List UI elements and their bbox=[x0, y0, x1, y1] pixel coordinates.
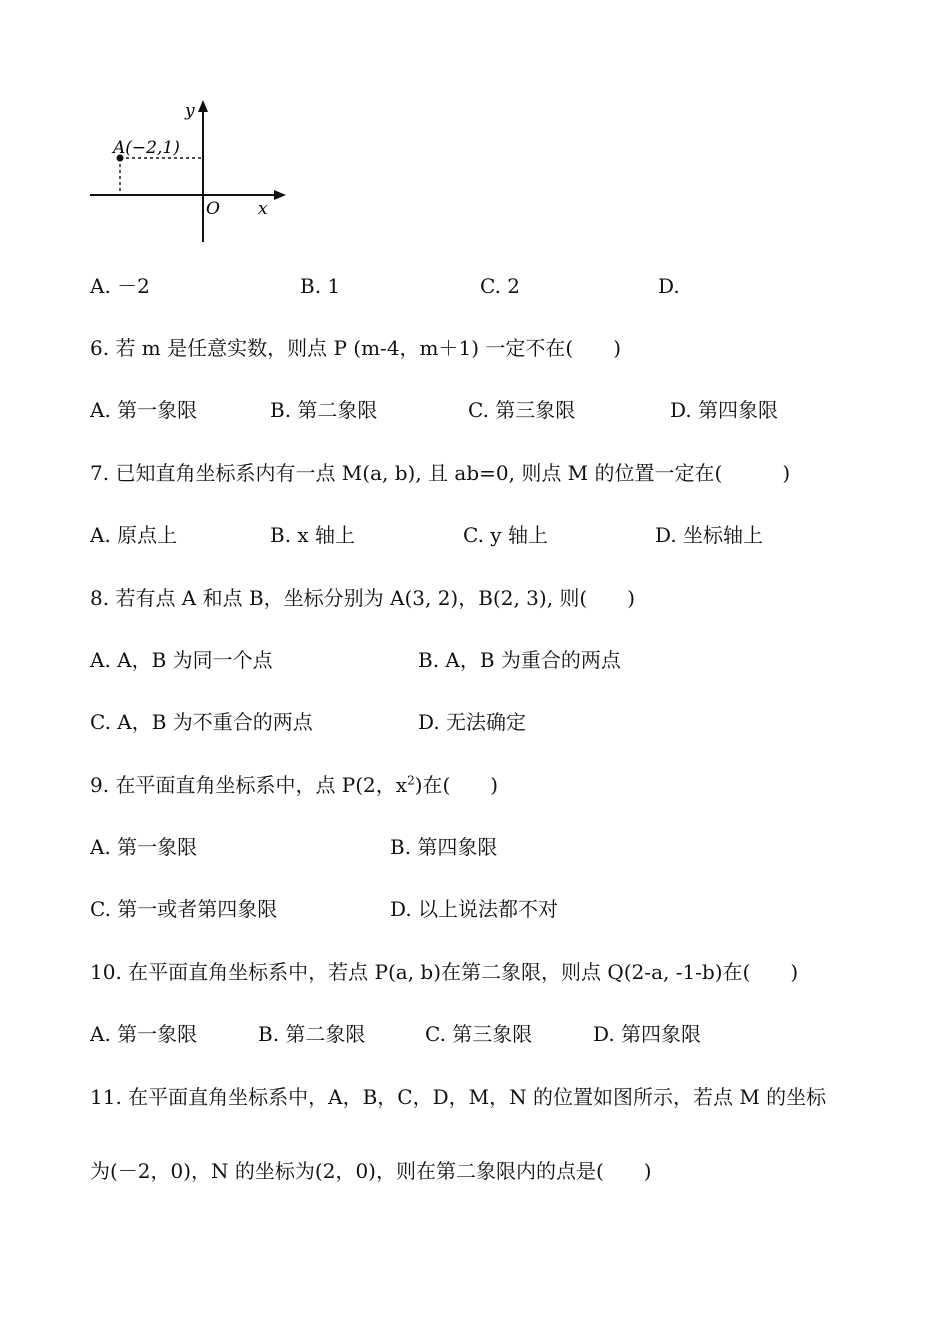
q9-option-b: B. 第四象限 bbox=[390, 835, 498, 859]
point-a-label: A(−2,1) bbox=[113, 138, 180, 158]
coordinate-figure bbox=[80, 92, 300, 252]
y-axis-label: y bbox=[185, 101, 195, 121]
x-axis-label: x bbox=[258, 199, 268, 219]
q8-option-c: C. A，B 为不重合的两点 bbox=[90, 710, 313, 734]
q7-option-c: C. y 轴上 bbox=[463, 523, 548, 547]
q8-option-d: D. 无法确定 bbox=[418, 710, 527, 734]
q8-option-b: B. A，B 为重合的两点 bbox=[418, 648, 621, 672]
q6-option-b: B. 第二象限 bbox=[270, 398, 378, 422]
q9-stem-end: )在( ) bbox=[414, 773, 499, 797]
y-axis-arrow bbox=[198, 100, 208, 112]
q6-option-a: A. 第一象限 bbox=[90, 398, 198, 422]
q10-option-d: D. 第四象限 bbox=[593, 1022, 702, 1046]
origin-label: O bbox=[206, 199, 220, 219]
q9-option-a: A. 第一象限 bbox=[90, 835, 198, 859]
q9-exponent: 2 bbox=[407, 773, 415, 788]
q6-stem: 6. 若 m 是任意实数，则点 P (m-4，m＋1) 一定不在( ) bbox=[90, 336, 621, 360]
q9-option-c: C. 第一或者第四象限 bbox=[90, 897, 278, 921]
q11-stem-line2: 为(－2，0)，N 的坐标为(2，0)，则在第二象限内的点是( ) bbox=[90, 1159, 652, 1183]
q10-option-a: A. 第一象限 bbox=[90, 1022, 198, 1046]
q11-stem-line1: 11. 在平面直角坐标系中，A，B，C，D，M，N 的位置如图所示，若点 M 的坐标 bbox=[90, 1085, 827, 1109]
q6-option-c: C. 第三象限 bbox=[468, 398, 576, 422]
q7-option-b: B. x 轴上 bbox=[270, 523, 356, 547]
q7-stem: 7. 已知直角坐标系内有一点 M(a, b), 且 ab=0, 则点 M 的位置一定在( ) bbox=[90, 461, 791, 485]
q7-option-a: A. 原点上 bbox=[90, 523, 178, 547]
q10-option-c: C. 第三象限 bbox=[425, 1022, 533, 1046]
q9-stem-start: 9. 在平面直角坐标系中，点 P(2，x bbox=[90, 773, 408, 797]
q8-option-a: A. A，B 为同一个点 bbox=[90, 648, 273, 672]
q9-option-d: D. 以上说法都不对 bbox=[390, 897, 559, 921]
q7-option-d: D. 坐标轴上 bbox=[655, 523, 764, 547]
q5-option-a: A. －2 bbox=[90, 274, 150, 298]
q6-option-d: D. 第四象限 bbox=[670, 398, 779, 422]
x-axis-arrow bbox=[274, 190, 286, 200]
q5-option-c: C. 2 bbox=[480, 274, 521, 298]
q10-stem: 10. 在平面直角坐标系中，若点 P(a, b)在第二象限，则点 Q(2-a, -1-b)在( ) bbox=[90, 960, 799, 984]
q5-option-b: B. 1 bbox=[300, 274, 341, 298]
q8-stem: 8. 若有点 A 和点 B，坐标分别为 A(3, 2)，B(2, 3), 则( ) bbox=[90, 586, 636, 610]
q10-option-b: B. 第二象限 bbox=[258, 1022, 366, 1046]
q5-option-d: D. bbox=[658, 274, 680, 298]
q9-stem bbox=[90, 772, 498, 798]
